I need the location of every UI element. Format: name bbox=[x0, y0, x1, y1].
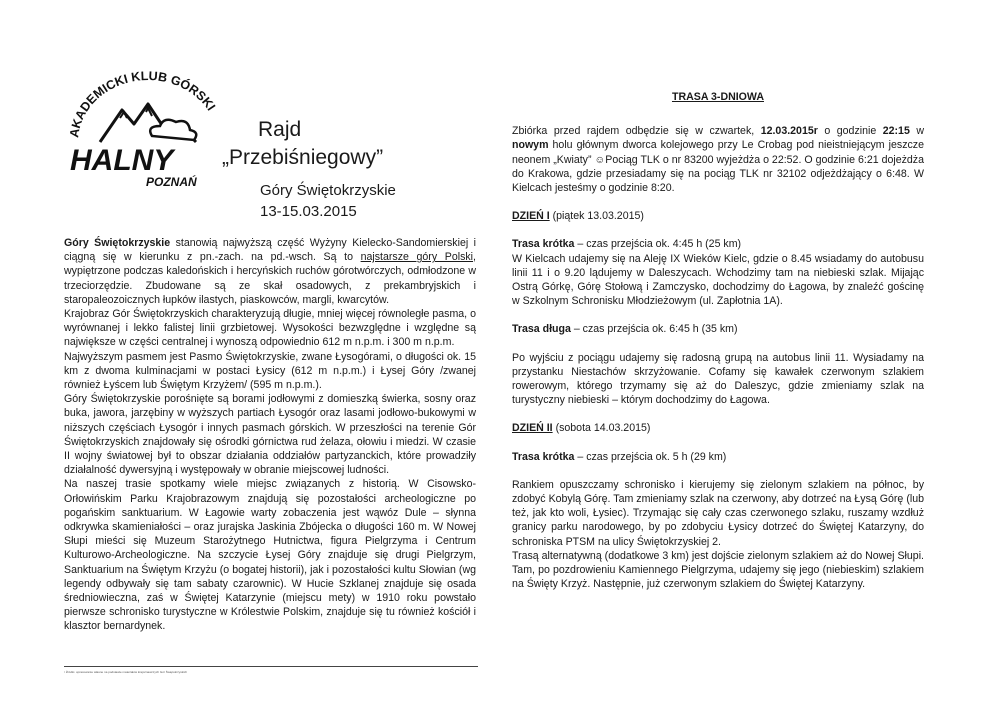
route-duration: – czas przejścia ok. 4:45 h (25 km) bbox=[574, 238, 742, 251]
event-dates: 13-15.03.2015 bbox=[260, 203, 357, 220]
paragraph-route-sights: Na naszej trasie spotkamy wiele miejsc związanych z historią. W Cisowsko-Orłowińskim Parku Krajobrazowym znajdują się pozostałości archeologiczne po pogańskim sanktuarium. W Łagowie warty zobaczenia jest wąwóz Dule – słynna odkrywka skamieniałości – oraz jurajska Jaskinia Zbójecka o długości 160 m. W Nowej Słupi mieści się Muzeum Starożytnego Hutnictwa, figura Pielgrzyma i Centrum Kulturowo-Archeologiczne. Na szczycie Łysej Góry znajduje się drugi Pielgrzym, Sanktuarium na Świętym Krzyżu (o bogatej historii), jak i pozostałości kultu Słowian (wg legendy odbywały się tam sabaty czarownic). W Hucie Szklanej znajduje się osada średniowieczna, zaś w Świętej Katarzynie (miejscu mety) w 1910 roku powstało pierwsze schronisko turystyczne w Królestwie Polskim, znajduje się tu również kościół i klasztor bernardynek. bbox=[64, 478, 476, 633]
event-region: Góry Świętokrzyskie bbox=[260, 182, 396, 199]
paragraph-geology bbox=[64, 236, 476, 307]
logo-name: HALNY bbox=[70, 144, 174, 177]
meeting-date: 12.03.2015r bbox=[760, 125, 818, 138]
day2-label: DZIEŃ II bbox=[512, 422, 553, 435]
day1-short-heading bbox=[512, 237, 924, 251]
paragraph-forests-history: Góry Świętokrzyskie porośnięte są borami jodłowymi z domieszką świerka, sosny oraz buka, jawora, jarzębiny w wyższych partiach Łysogór oraz lasami jodłowo-bukowymi w niższych częściach Łysogór i innych pasmach górskich. W przeszłości na terenie Gór Świętokrzyskich znajdowały się ośrodki górnictwa rud żelaza, ołowiu i miedzi. W czasie II wojny światowej był to obszar działania oddziałów partyzanckich, które prowadziły działalność dywersyjną i występowały w obranie miejscowej ludności. bbox=[64, 393, 476, 477]
day2-short-heading bbox=[512, 450, 924, 464]
day1-short-description: W Kielcach udajemy się na Aleję IX Wieków Kielc, gdzie o 8.45 wsiadamy do autobusu linii 11 i o 9.20 lądujemy w Daleszycach. Wchodzimy tam na niebieski szlak. Mijając Ostrą Górkę, Górę Stołową i Zamczysko, dochodzimy do Łagowa, by znaleźć gościnę w Szkolnym Schronisku Młodzieżowym (ul. Zapłotnia 1A). bbox=[512, 252, 924, 308]
oldest-mountains-link[interactable]: najstarsze góry Polski bbox=[360, 251, 474, 264]
day2-alternative-route: Trasą alternatywną (dodatkowe 3 km) jest dojście zielonym szlakiem aż do Nowej Słupi. Tam, po pozdrowieniu Kamiennego Pielgrzyma, udajemy się jego (niebieskim) szlakiem na Święty Krzyż. Następnie, już czerwonym szlakiem do Świętej Katarzyny. bbox=[512, 549, 924, 591]
footnote: ¹ Źródło: opracowanie własne na podstawie materiałów krajoznawczych Gór Świętokrzyskich bbox=[64, 670, 188, 674]
cloud-icon bbox=[150, 120, 196, 140]
day1-long-heading bbox=[512, 322, 924, 336]
spacer bbox=[512, 308, 924, 322]
paragraph-highest-range: Najwyższym pasmem jest Pasmo Świętokrzyskie, zwane Łysogórami, o długości ok. 15 km z dwoma kulminacjami w postaci Łysicy (612 m n.p.m.) i Łysej Góry /zwanej również Łyścem lub Świętym Krzyżem/ (595 m n.p.m.). bbox=[64, 350, 476, 392]
paragraph-text: o godzinie bbox=[817, 125, 883, 138]
short-route-label: Trasa krótka bbox=[512, 450, 575, 463]
region-term: Góry Świętokrzyskie bbox=[64, 237, 171, 249]
paragraph-text: Zbiórka przed rajdem odbędzie się w czwartek, bbox=[512, 125, 761, 138]
logo-arc-text: AKADEMICKI KLUB GÓRSKI bbox=[67, 68, 219, 139]
day1-long-description: Po wyjściu z pociągu udajemy się radosną grupą na autobus linii 11. Wysiadamy na przystanku Niestachów skrzyżowanie. Cofamy się kawałek czerwonym szlakiem rowerowym, którego trzymamy się aż do Daleszyc, gdzie zmieniamy szlak na turystyczny niebieski – którym dochodzimy do Łagowa. bbox=[512, 351, 924, 407]
spacer bbox=[512, 464, 924, 478]
spacer bbox=[512, 195, 924, 209]
paragraph-text: , wypiętrzone podczas kaledońskich i hercyńskich ruchów górotwórczych, odmłodzone w trzeciorzędzie. Zbudowane są ze skał osadowych, z prekambryjskich i staropaleozoicznych łupków ilastych, piaskowców, margli, kwarcytów. bbox=[64, 251, 476, 306]
short-route-label: Trasa krótka bbox=[512, 238, 575, 251]
footnote-divider bbox=[64, 666, 478, 667]
day2-date: (sobota 14.03.2015) bbox=[552, 422, 651, 435]
paragraph-text: w bbox=[909, 125, 925, 138]
event-title-line1: Rajd bbox=[258, 118, 302, 141]
meeting-info bbox=[512, 124, 924, 195]
spacer bbox=[512, 337, 924, 351]
logo-city: POZNAŃ bbox=[146, 175, 197, 189]
description-column bbox=[64, 236, 476, 634]
paragraph-text: stanowią najwyższą część Wyżyny Kielecko-Sandomierskiej i ciągną się w kierunku z pn.-zach. na pd.-wsch. Są to bbox=[64, 237, 476, 264]
meeting-time: 22:15 bbox=[882, 125, 910, 138]
day2-heading bbox=[512, 421, 924, 435]
route-title: TRASA 3-DNIOWA bbox=[671, 91, 764, 103]
paragraph-landscape: Krajobraz Gór Świętokrzyskich charakteryzują długie, mniej więcej równoległe pasma, o wyrównanej i lekko falistej linii grzbietowej. Wysokości bezwzględne i względne są największe w części centralnej i wynoszą odpowiednio 612 m n.p.m. i 300 m n.p.m. bbox=[64, 308, 476, 349]
event-title bbox=[222, 116, 383, 172]
event-subtitle bbox=[260, 180, 396, 222]
event-title-line2: „Przebiśniegowy” bbox=[222, 146, 384, 169]
day1-date: (piątek 13.03.2015) bbox=[549, 210, 644, 223]
day1-label: DZIEŃ I bbox=[512, 210, 550, 223]
day2-description: Rankiem opuszczamy schronisko i kierujemy się zielonym szlakiem na północ, by zdobyć Kobylą Górę. Tam zmieniamy szlak na czerwony, aby dotrzeć na Łysą Górę (lub też, jak kto woli, Łysiec). Trzymając się cały czas czerwonego szlaku, ruszamy wzdłuż granicy parku narodowego, by po zdobyciu Łysicy dotrzeć do Świętej Katarzyny, do schroniska PTSM na ulicy Świętokrzyskiej 2. bbox=[512, 478, 924, 548]
spacer bbox=[512, 436, 924, 450]
club-logo bbox=[60, 60, 240, 190]
route-duration: – czas przejścia ok. 6:45 h (35 km) bbox=[570, 323, 738, 336]
spacer bbox=[512, 407, 924, 421]
day1-heading bbox=[512, 209, 924, 223]
route-duration: – czas przejścia ok. 5 h (29 km) bbox=[574, 450, 727, 463]
route-column bbox=[512, 90, 924, 591]
long-route-label: Trasa długa bbox=[512, 323, 571, 336]
new-hall-emphasis: nowym bbox=[512, 139, 549, 152]
paragraph-text: holu głównym dworca kolejowego przy Le Crobag pod nieistniejącym jeszcze neonem „Kwiaty” ☺Pociąg TLK o nr 83200 wyjeżdża o 22:52. O godzinie 6:21 dojeżdża do Krakowa, gdzie przesiadamy się na pociąg TLK nr 32102 odjeżdżający o 6:48. W Kielcach jesteśmy o godzinie 8:20. bbox=[512, 139, 924, 195]
spacer bbox=[512, 223, 924, 237]
